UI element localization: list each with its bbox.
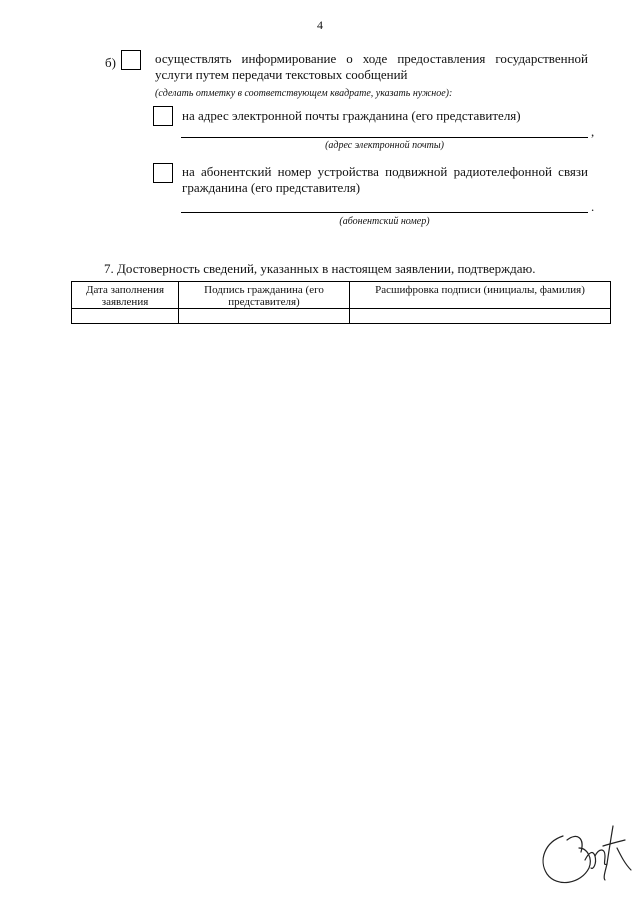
signature-cell[interactable]: [179, 309, 350, 324]
name-cell[interactable]: [350, 309, 611, 324]
option-b-text: осуществлять информирование о ходе предоставления государственной услуги путем передачи текстовых сообщений: [155, 51, 588, 82]
handwritten-signature: [533, 808, 633, 898]
email-option-text: на адрес электронной почты гражданина (его представителя): [182, 108, 521, 123]
table-row: [72, 309, 611, 324]
date-cell[interactable]: [72, 309, 179, 324]
phone-option-text: на абонентский номер устройства подвижной радиотелефонной связи гражданина (его представителя): [182, 164, 588, 195]
phone-checkbox[interactable]: [153, 163, 173, 183]
signature-table: [71, 281, 611, 324]
email-caption: (адрес электронной почты): [325, 140, 444, 151]
phone-input-line[interactable]: [181, 212, 588, 213]
column-header-name: Расшифровка подписи (инициалы, фамилия): [350, 282, 611, 309]
email-checkbox[interactable]: [153, 106, 173, 126]
option-b-label: б): [105, 55, 116, 70]
column-header-signature: Подпись гражданина (его представителя): [179, 282, 350, 309]
phone-line-period: .: [591, 199, 595, 214]
email-input-line[interactable]: [181, 137, 588, 138]
column-header-date: Дата заполнения заявления: [72, 282, 179, 309]
email-line-comma: ,: [591, 124, 595, 139]
option-b-checkbox[interactable]: [121, 50, 141, 70]
option-b-note: (сделать отметку в соответствующем квадрате, указать нужное):: [155, 88, 453, 99]
page-number: 4: [317, 18, 323, 32]
section-7-title: 7. Достоверность сведений, указанных в настоящем заявлении, подтверждаю.: [104, 261, 536, 276]
phone-caption: (абонентский номер): [339, 216, 430, 227]
table-header-row: [72, 282, 611, 309]
